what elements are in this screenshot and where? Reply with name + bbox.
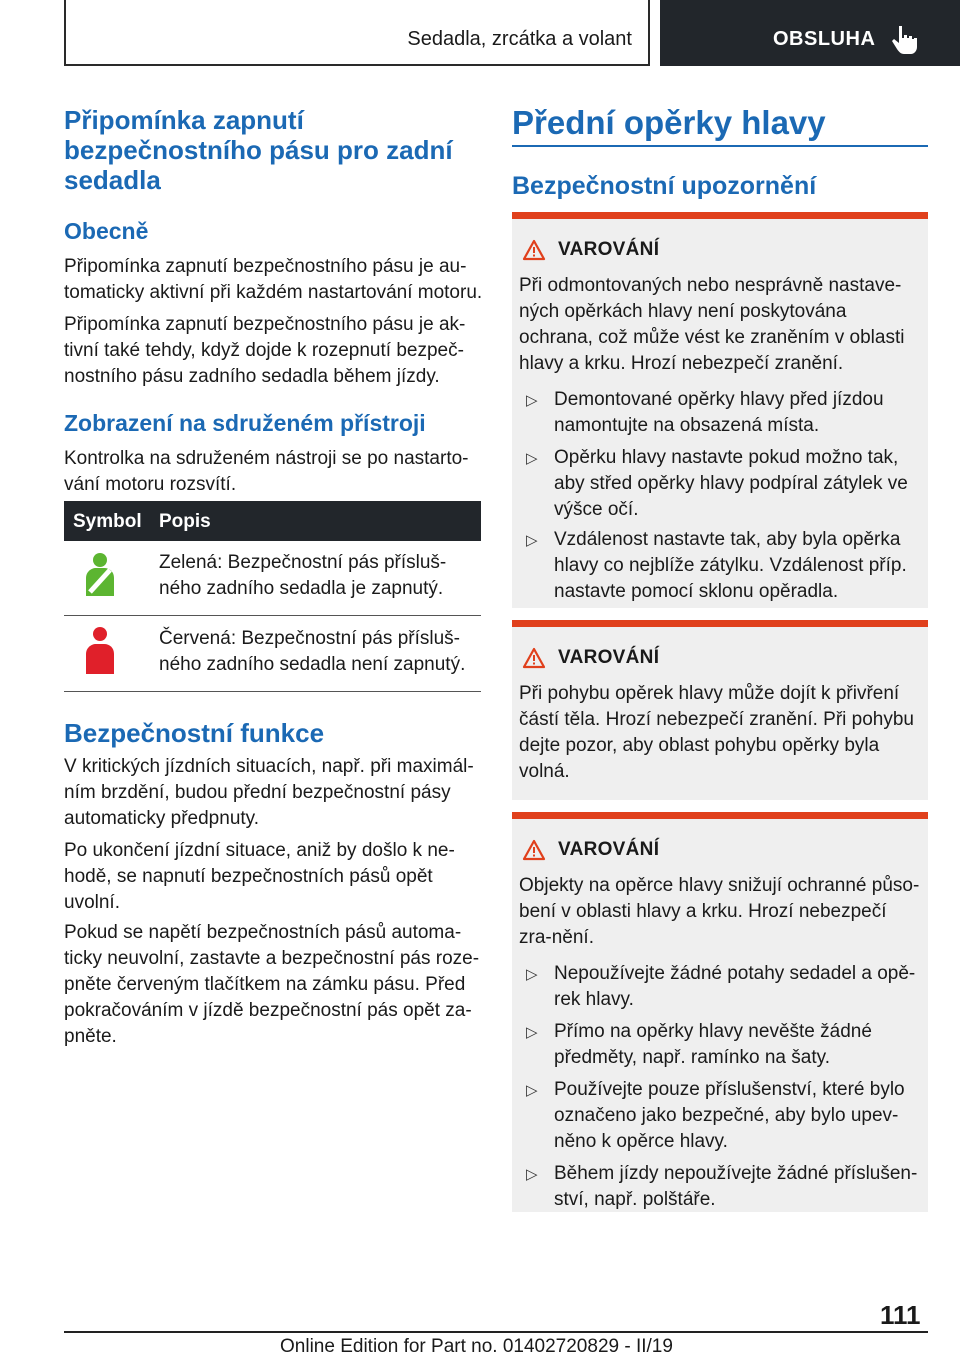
warning-title: VAROVÁNÍ [558,239,660,260]
heading-underline [512,145,928,147]
bullet-arrow-icon: ▷ [526,532,538,549]
warning-box-1 [512,212,928,608]
heading-safety-function: Bezpečnostní funkce [64,718,325,748]
heading-belt-reminder: Připomínka zapnutí bezpečnostního pásu pro zadní sedadla [64,105,453,195]
table-row-divider [64,615,481,616]
table-row-red-text: Červená: Bezpečnostní pás přísluš-ného zadního sedadla není zapnutý. [159,628,466,675]
warning-text: Při odmontovaných nebo nesprávně nastave-ných opěrkách hlavy není poskytována ochrana, což může vést ke zraněním v oblasti hlavy a krku. Hrozí nebezpečí zranění. [519,275,905,374]
warning-text: Objekty na opěrce hlavy snižují ochranné půso-bení v oblasti hlavy a krku. Hrozí nebezpečí zra-nění. [519,875,920,948]
paragraph-safety-1: V kritických jízdních situacích, např. při maximál-ním brzdění, budou přední bezpečnostní pásy automaticky předpnuty. [64,756,474,829]
paragraph-safety-2: Po ukončení jízdní situace, aniž by došlo k ne-hodě, se napnutí bezpečnostních pásů opět uvolní. [64,840,455,913]
warning-box-2 [512,620,928,800]
table-bottom-divider [64,691,481,692]
paragraph-general-2: Připomínka zapnutí bezpečnostního pásu je ak-tivní také tehdy, když dojde k rozepnutí bezpeč-nostního pásu zadního sedadla během jízdy. [64,314,466,387]
bullet-arrow-icon: ▷ [526,1082,538,1099]
bullet-arrow-icon: ▷ [526,966,538,983]
column-header-symbol: Symbol [73,511,142,532]
warning-bullet-item: Opěrku hlavy nastavte pokud možno tak, aby střed opěrky hlavy podpíral zátylek ve výšce očí. [554,447,908,520]
header-section-frame [64,0,650,66]
warning-bullet-item: Vzdálenost nastavte tak, aby byla opěrka hlavy co nejblíže zátylku. Vzdálenost příp. nastavte pomocí sklonu opěradla. [554,529,907,602]
warning-triangle-icon [522,647,546,669]
subheading-general: Obecně [64,218,149,244]
bullet-arrow-icon: ▷ [526,1024,538,1041]
warning-bullet-item: Nepoužívejte žádné potahy sedadel a opě-rek hlavy. [554,963,916,1010]
chapter-tab[interactable] [660,0,960,66]
warning-box-3 [512,812,928,1212]
footer-edition: Online Edition for Part no. 01402720829 - II/19 [280,1336,673,1357]
chapter-label: OBSLUHA [773,28,876,50]
heading-front-headrests: Přední opěrky hlavy [512,104,826,141]
warning-triangle-icon [522,239,546,261]
warning-bullet-item: Během jízdy nepoužívejte žádné příslušen-ství, např. polštáře. [554,1163,918,1210]
warning-triangle-icon [522,839,546,861]
warning-title: VAROVÁNÍ [558,647,660,668]
paragraph-cluster-display: Kontrolka na sdruženém nástroji se po nastarto-vání motoru rozsvítí. [64,448,469,495]
column-header-description: Popis [159,511,211,532]
seatbelt-unfastened-icon [82,626,118,678]
symbol-table-header [64,501,481,541]
subheading-safety-notes: Bezpečnostní upozornění [512,172,817,200]
seatbelt-fastened-icon [82,552,118,602]
hand-pointer-icon [892,24,920,54]
warning-text: Při pohybu opěrek hlavy může dojít k přivření částí těla. Hrozí nebezpečí zranění. Při pohybu dejte pozor, aby oblast pohybu opěrky byla volná. [519,683,914,782]
paragraph-safety-3: Pokud se napětí bezpečnostních pásů automa-ticky neuvolní, zastavte a bezpečnostní pás roze-pněte červeným tlačítkem na zámku pásu. Před pokračováním v jízdě bezpečnostní pás opět za-pněte. [64,922,480,1047]
paragraph-general-1: Připomínka zapnutí bezpečnostního pásu je au-tomaticky aktivní při každém nastartování motoru. [64,256,483,303]
section-title: Sedadla, zrcátka a volant [407,28,632,50]
subheading-cluster-display: Zobrazení na sdruženém přístroji [64,410,426,436]
bullet-arrow-icon: ▷ [526,450,538,467]
footer-divider [64,1331,928,1333]
warning-bullet-item: Používejte pouze příslušenství, které bylo označeno jako bezpečné, aby bylo upev-něno k opěrce hlavy. [554,1079,905,1152]
bullet-arrow-icon: ▷ [526,392,538,409]
warning-bullet-item: Přímo na opěrky hlavy nevěšte žádné předměty, např. ramínko na šaty. [554,1021,872,1068]
table-row-green-text: Zelená: Bezpečnostní pás přísluš-ného zadního sedadla je zapnutý. [159,552,447,599]
warning-bullet-item: Demontované opěrky hlavy před jízdou namontujte na obsazená místa. [554,389,884,436]
bullet-arrow-icon: ▷ [526,1166,538,1183]
page-number: 111 [880,1300,921,1330]
warning-title: VAROVÁNÍ [558,839,660,860]
